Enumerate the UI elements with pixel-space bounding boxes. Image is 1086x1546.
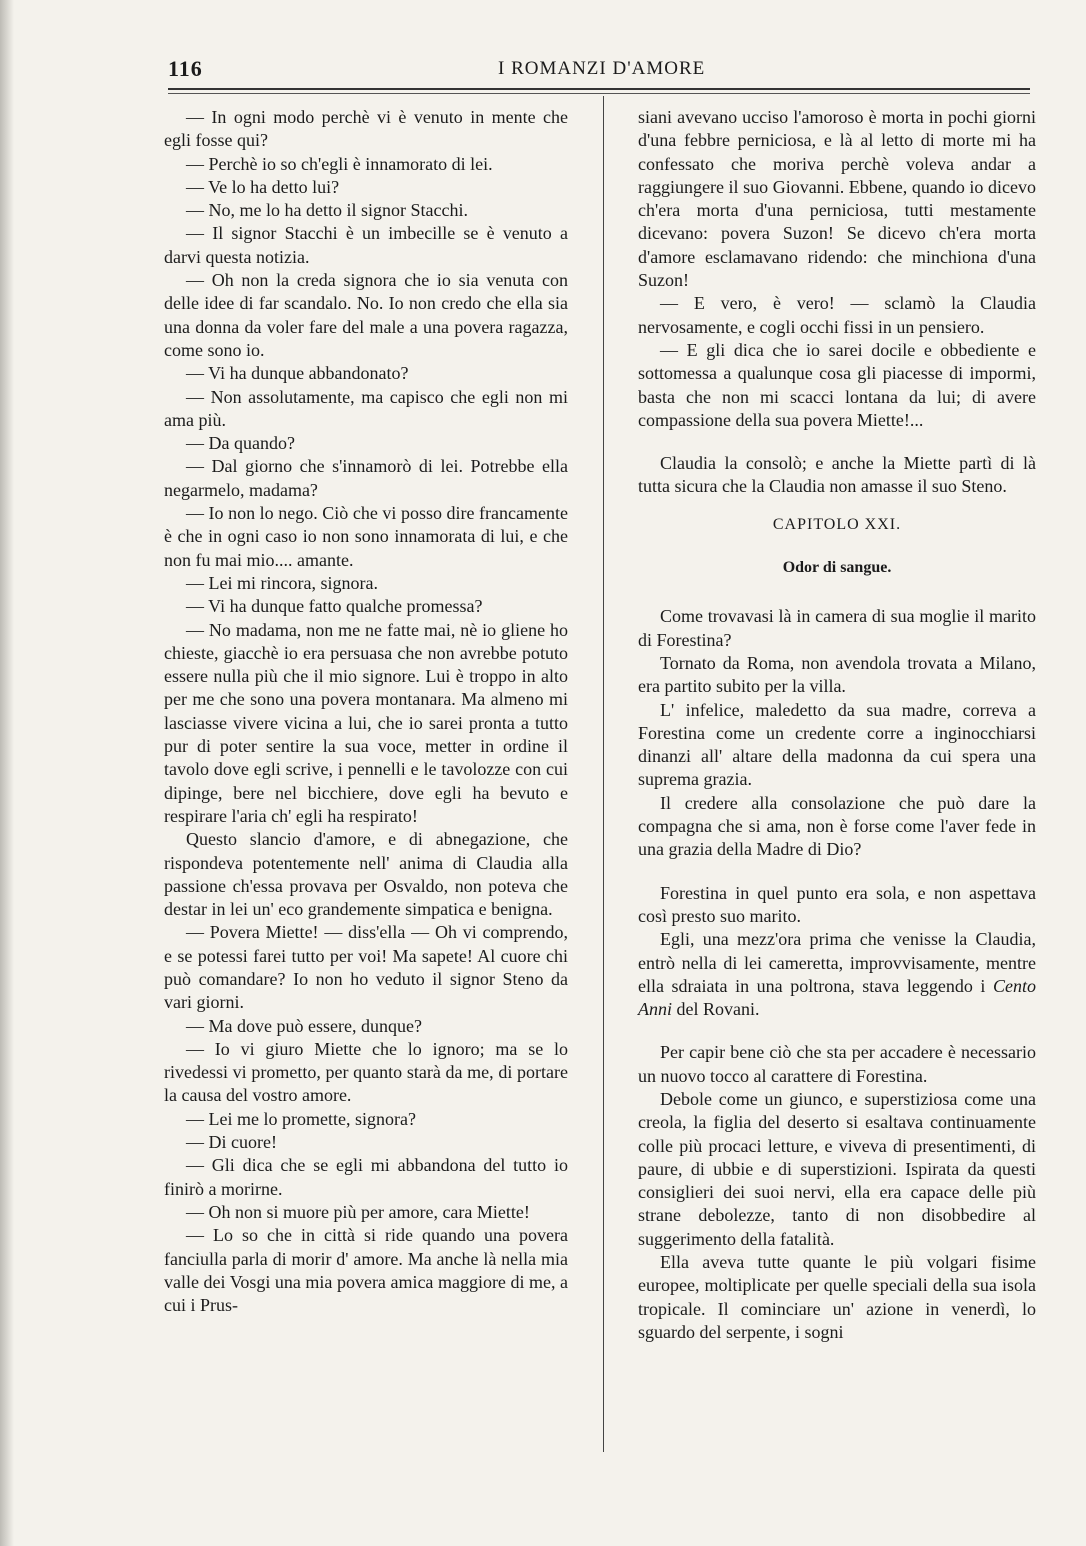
running-title: I ROMANZI D'AMORE: [498, 58, 706, 79]
paragraph: — Povera Miette! — diss'ella — Oh vi comprendo, e se potessi farei tutto per voi! Ma sapete! Al cuore chi può comandare? Io non ho veduto il signor Steno da vari giorni.: [164, 922, 568, 1013]
text-run: del Rovani.: [672, 999, 760, 1020]
page-number: 116: [168, 56, 203, 81]
text-run: Egli, una mezz'ora prima che venisse la Claudia, entrò nella di lei cameretta, improvvisamente, mentre ella sdraiata in una poltrona, stava leggendo i: [638, 929, 1036, 996]
paragraph: — No, me lo ha detto il signor Stacchi.: [186, 200, 468, 221]
paragraph: Tornato da Roma, non avendola trovata a Milano, era partito subito per la villa.: [638, 652, 1036, 697]
paragraph: [638, 928, 1036, 1021]
paragraph: Questo slancio d'amore, e di abnegazione, che rispondeva potentemente nell' anima di Claudia alla passione ch'essa provava per Osvaldo, non poteva che destar in lei un' eco grandemente simpatica e benigna.: [164, 829, 568, 920]
paragraph: — Perchè io so ch'egli è innamorato di lei.: [186, 153, 493, 174]
right-column: [638, 106, 1036, 1344]
left-column: [164, 106, 568, 1317]
paragraph: — Oh non la creda signora che io sia venuta con delle idee di far scandalo. No. Io non credo che ella sia una donna da voler fare del male a una povera ragazza, come sono io.: [164, 270, 568, 360]
paragraph: — Gli dica che se egli mi abbandona del tutto io finirò a morirne.: [164, 1155, 568, 1199]
column-divider: [603, 96, 604, 1452]
paragraph: — No madama, non me ne fatte mai, nè io gliene ho chieste, giacchè io era persuasa che non avrebbe potuto essere nulla più che il mio signore. Lui è troppo in alto per me che sono una povera montanara. Ma almeno mi lasciasse vivere vicina a lui, che io sarei pronta a tutto pur di poter sentire la sua voce, metter in ordine il tavolo dove egli scrive, i pennelli e le tavolozze con cui dipinge, bere nel bicchiere, dove egli ha bevuto e respirare l'aria ch' egli ha respirato!: [164, 619, 568, 826]
paragraph: — Io vi giuro Miette che lo ignoro; ma se lo rivedessi vi prometto, per quanto starà da me, di portare la causa del vostro amore.: [164, 1038, 568, 1106]
paragraph: Claudia la consolò; e anche la Miette partì di là tutta sicura che la Claudia non amasse il suo Steno.: [638, 453, 1036, 497]
paragraph: Come trovavasi là in camera di sua moglie il marito di Forestina?: [638, 606, 1036, 650]
section-gap: [638, 432, 1036, 452]
paragraph: — Di cuore!: [186, 1132, 277, 1153]
paragraph: — Il signor Stacchi è un imbecille se è venuto a darvi questa notizia.: [164, 223, 568, 267]
paragraph: — Lo so che in città si ride quando una povera fanciulla parla di morir d' amore. Ma anche là nella mia valle dei Vosgi una mia povera amica maggiore di me, a cui i Prus-: [164, 1225, 568, 1316]
section-gap: [638, 862, 1036, 882]
paragraph: — Lei mi rincora, signora.: [186, 572, 378, 593]
page-header: [168, 56, 1030, 86]
paragraph: — Ma dove può essere, dunque?: [186, 1015, 422, 1036]
book-title-italic: Cento Anni: [638, 975, 1036, 1020]
paragraph: — In ogni modo perchè vi è venuto in mente che egli fosse qui?: [164, 107, 568, 151]
paragraph: Debole come un giunco, e superstiziosa come una creola, la figlia del deserto si esaltava continuamente colle più procaci letture, e viveva di presentimenti, di paure, di ubbie e di superstizioni. Ispirata da questi consiglieri dei suoi nervi, ella era capace delle più strane debolezze, tanto di non disobbedire al suggerimento della fatalità.: [638, 1088, 1036, 1249]
paragraph: — Vi ha dunque abbandonato?: [186, 363, 409, 384]
paragraph: Forestina in quel punto era sola, e non aspettava così presto suo marito.: [638, 882, 1036, 926]
paragraph: — Da quando?: [186, 433, 295, 454]
paragraph: Ella aveva tutte quante le più volgari fisime europee, moltiplicate per quelle speciali della sua isola tropicale. Il cominciare un' azione in venerdì, lo sguardo del serpente, i sogni: [638, 1252, 1036, 1342]
paragraph: — Oh non si muore più per amore, cara Miette!: [186, 1201, 530, 1222]
chapter-number: CAPITOLO XXI.: [772, 515, 902, 533]
page-edge-shadow: [0, 0, 14, 1546]
paragraph: — Non assolutamente, ma capisco che egli non mi ama più.: [164, 386, 568, 430]
paragraph: — Lei me lo promette, signora?: [186, 1108, 416, 1129]
paragraph: — E gli dica che io sarei docile e obbediente e sottomessa a qualunque cosa gli piacesse di impormi, basta che non mi scacci lontana da lui; di avere compassione della sua povera Miette!...: [638, 339, 1036, 430]
paragraph: — Dal giorno che s'innamorò di lei. Potrebbe ella negarmelo, madama?: [164, 456, 568, 500]
paragraph: — Io non lo nego. Ciò che vi posso dire francamente è che in ogni caso io non sono innamorata di lui, e che non fu mai mio.... amante.: [164, 503, 568, 570]
chapter-title: Odor di sangue.: [782, 559, 892, 577]
paragraph: L' infelice, maledetto da sua madre, correva a Forestina come un credente corre a inginocchiarsi dinanzi all' altare della madonna da cui spera una suprema grazia.: [638, 699, 1036, 790]
paragraph: — Ve lo ha detto lui?: [186, 176, 340, 197]
header-rule-thin: [168, 93, 1030, 94]
paragraph: — E vero, è vero! — sclamò la Claudia nervosamente, e cogli occhi fissi in un pensiero.: [638, 293, 1036, 337]
header-rule-thick: [168, 88, 1030, 90]
paragraph: Per capir bene ciò che sta per accadere è necessario un nuovo tocco al carattere di Forestina.: [638, 1042, 1036, 1086]
section-gap: [638, 1021, 1036, 1041]
paragraph: siani avevano ucciso l'amoroso è morta in pochi giorni d'una febbre perniciosa, e là al letto di morte mi ha confessato che moriva perchè voleva andar a raggiungere il suo Giovanni. Ebbene, quando io dicevo ch'era morta d'una perniciosa, tutti mestamente dicevano: povera Suzon! Se dicevo ch'era morta d'amore esclamavano ridendo: che minchiona d'una Suzon!: [638, 107, 1036, 291]
paragraph: Il credere alla consolazione che può dare la compagna che si ama, non è forse come l'aver fede in una grazia della Madre di Dio?: [638, 792, 1036, 860]
paragraph: — Vi ha dunque fatto qualche promessa?: [186, 596, 483, 617]
